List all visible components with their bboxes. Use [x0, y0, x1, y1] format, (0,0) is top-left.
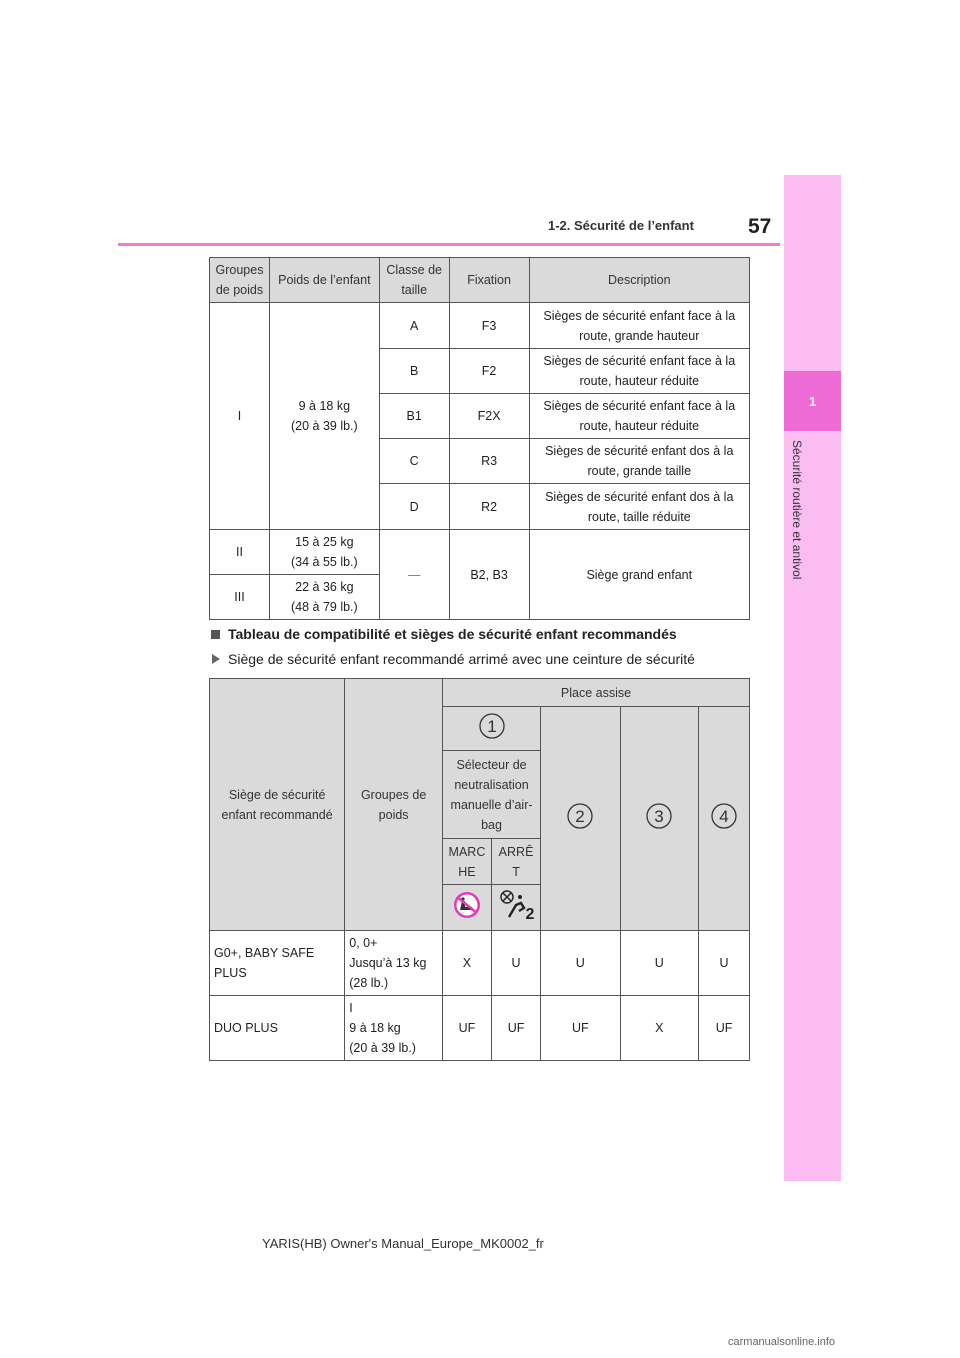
heading-text: Tableau de compatibilité et sièges de sécurité enfant recommandés — [228, 626, 677, 642]
position-1 — [442, 707, 540, 751]
weight-lb: (48 à 79 lb.) — [290, 600, 358, 614]
group-cell: II — [210, 530, 270, 575]
side-tab — [784, 175, 841, 1181]
fixation-cell: R3 — [449, 439, 529, 484]
value-cell: U — [699, 931, 750, 996]
group-cell: I — [210, 303, 270, 530]
value-cell: X — [620, 996, 699, 1061]
group-cell — [345, 996, 443, 1061]
value-cell: X — [442, 931, 491, 996]
description-cell: Sièges de sécurité enfant face à la route, grande hauteur — [529, 303, 749, 349]
header-description: Description — [529, 258, 749, 303]
description-cell: Sièges de sécurité enfant face à la route, hauteur réduite — [529, 394, 749, 439]
value-cell: U — [541, 931, 620, 996]
position-3 — [620, 707, 699, 931]
table-row — [210, 996, 750, 1061]
svg-text:3: 3 — [654, 806, 664, 826]
group-line: 9 à 18 kg — [349, 1021, 401, 1035]
square-bullet-icon — [211, 630, 220, 639]
svg-text:1: 1 — [486, 716, 497, 736]
airbag-off-icon — [450, 890, 484, 920]
weight-kg: 22 à 36 kg — [295, 580, 354, 594]
airbag-on-icon — [497, 889, 535, 921]
value-cell: U — [491, 931, 540, 996]
compatibility-table — [209, 678, 750, 1061]
size-cell: A — [379, 303, 449, 349]
side-tab-label: Sécurité routière et antivol — [790, 440, 804, 580]
position-1-icon — [478, 712, 506, 740]
airbag-off-icon-cell — [491, 885, 540, 931]
weight-lb: (20 à 39 lb.) — [290, 419, 358, 433]
svg-text:2: 2 — [575, 806, 586, 826]
value-cell: UF — [491, 996, 540, 1061]
group-line: (28 lb.) — [349, 976, 389, 990]
section-title: 1-2. Sécurité de l’enfant — [548, 218, 694, 233]
subheading-text: Siège de sécurité enfant recommandé arrimé avec une ceinture de sécurité — [228, 651, 695, 667]
fixation-cell: F3 — [449, 303, 529, 349]
side-tab-number: 1 — [784, 371, 841, 431]
group-cell: III — [210, 575, 270, 620]
group-line: (20 à 39 lb.) — [349, 1041, 416, 1055]
size-cell: B — [379, 349, 449, 394]
airbag-on-icon-cell — [442, 885, 491, 931]
header-recommended-seat: Siège de sécurité enfant recommandé — [210, 679, 345, 931]
airbag-off-label: ARRÊ T — [491, 839, 540, 885]
value-cell: UF — [541, 996, 620, 1061]
seat-cell: DUO PLUS — [210, 996, 345, 1061]
position-4-icon — [710, 802, 738, 830]
size-cell: D — [379, 484, 449, 530]
description-cell: Sièges de sécurité enfant dos à la route, grande taille — [529, 439, 749, 484]
description-cell: Sièges de sécurité enfant dos à la route, taille réduite — [529, 484, 749, 530]
weight-kg: 9 à 18 kg — [298, 399, 351, 413]
size-class-table — [209, 257, 750, 620]
group-cell — [345, 931, 443, 996]
weight-cell — [269, 530, 379, 575]
footer: YARIS(HB) Owner's Manual_Europe_MK0002_fr — [262, 1236, 544, 1251]
table-row — [210, 931, 750, 996]
section-heading — [211, 626, 677, 642]
position-2-icon — [566, 802, 594, 830]
header-weight-group: Groupes de poids — [210, 258, 270, 303]
airbag-selector-label: Sélecteur de neutralisation manuelle d’air-bag — [442, 751, 540, 839]
size-cell: — — [379, 530, 449, 620]
size-cell: B1 — [379, 394, 449, 439]
svg-text:4: 4 — [719, 806, 729, 826]
group-line: I — [349, 1001, 353, 1015]
svg-text:2: 2 — [525, 905, 535, 921]
header-fixation: Fixation — [449, 258, 529, 303]
table-row — [210, 530, 750, 575]
header-rule — [118, 243, 780, 246]
value-cell: U — [620, 931, 699, 996]
page-number: 57 — [748, 215, 772, 238]
header-child-weight: Poids de l’enfant — [269, 258, 379, 303]
value-cell: UF — [699, 996, 750, 1061]
fixation-cell: F2 — [449, 349, 529, 394]
header-weight-group: Groupes de poids — [345, 679, 443, 931]
position-3-icon — [645, 802, 673, 830]
weight-kg: 15 à 25 kg — [295, 535, 354, 549]
fixation-cell: R2 — [449, 484, 529, 530]
position-2 — [541, 707, 620, 931]
subheading — [212, 651, 695, 667]
weight-cell — [269, 303, 379, 530]
description-cell: Siège grand enfant — [529, 530, 749, 620]
seat-cell: G0+, BABY SAFE PLUS — [210, 931, 345, 996]
group-line: Jusqu’à 13 kg — [349, 956, 427, 970]
header-size-class: Classe de taille — [379, 258, 449, 303]
position-4 — [699, 707, 750, 931]
weight-cell — [269, 575, 379, 620]
header-seating-position: Place assise — [442, 679, 749, 707]
group-line: 0, 0+ — [349, 936, 378, 950]
description-cell: Sièges de sécurité enfant face à la route, hauteur réduite — [529, 349, 749, 394]
fixation-cell: B2, B3 — [449, 530, 529, 620]
weight-lb: (34 à 55 lb.) — [290, 555, 358, 569]
table-row — [210, 303, 750, 349]
airbag-on-label: MARC HE — [442, 839, 491, 885]
fixation-cell: F2X — [449, 394, 529, 439]
triangle-bullet-icon — [212, 654, 220, 664]
size-cell: C — [379, 439, 449, 484]
watermark[interactable]: carmanualsonline.info — [728, 1336, 836, 1348]
value-cell: UF — [442, 996, 491, 1061]
